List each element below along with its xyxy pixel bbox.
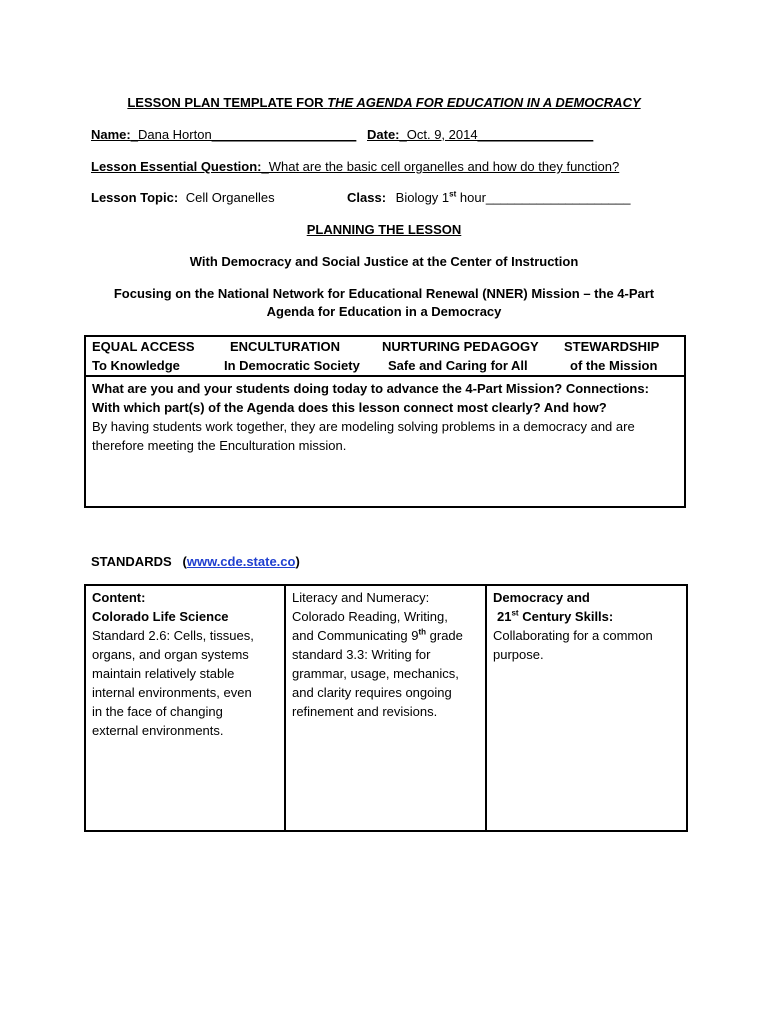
mission-col2-line1: ENCULTURATION <box>230 339 341 354</box>
title-italic: THE AGENDA FOR EDUCATION IN A DEMOCRACY <box>327 95 641 110</box>
democracy-sub-text: 21 <box>497 609 512 624</box>
content-line: organs, and organ systems <box>92 647 249 662</box>
name-value: _Dana Horton____________________ <box>130 127 357 142</box>
mission-table-header <box>86 337 684 377</box>
standards-row <box>91 554 300 569</box>
standards-open-paren: ( <box>182 554 187 569</box>
date-value: _Oct. 9, 2014________________ <box>399 127 594 142</box>
standards-label: STANDARDS <box>91 554 172 569</box>
standards-table <box>84 584 688 832</box>
mission-col-nurturing-pedagogy <box>382 337 539 375</box>
essential-question-row <box>91 159 619 174</box>
content-line: in the face of changing <box>92 704 223 719</box>
nner-heading-line2: Agenda for Education in a Democracy <box>266 304 502 319</box>
mission-col4-line1: STEWARDSHIP <box>564 339 660 354</box>
document-title <box>0 95 768 110</box>
essential-question-label: Lesson Essential Question: <box>91 159 262 174</box>
name-label: Name: <box>91 127 131 142</box>
planning-heading: PLANNING THE LESSON <box>306 222 462 237</box>
mission-col2-line2: In Democratic Society <box>224 358 360 373</box>
mission-table <box>84 335 686 508</box>
class-label: Class: <box>347 190 387 205</box>
content-subheader: Colorado Life Science <box>92 609 229 624</box>
essential-question-value: _What are the basic cell organelles and how do they function? <box>261 159 620 174</box>
mission-answer-line2: therefore meeting the Enculturation mission. <box>92 438 347 453</box>
standards-close-paren: ) <box>295 554 300 569</box>
date-row <box>367 127 593 142</box>
literacy-line: Colorado Reading, Writing, <box>292 609 448 624</box>
literacy-line2-text: and Communicating 9 <box>292 628 419 643</box>
mission-col3-line2: Safe and Caring for All <box>388 358 528 373</box>
name-row <box>91 127 356 142</box>
content-line: Standard 2.6: Cells, tissues, <box>92 628 254 643</box>
standards-democracy-cell <box>486 585 687 831</box>
literacy-line2-sup: th <box>418 627 427 637</box>
class-value <box>396 190 631 205</box>
literacy-line2-post: grade <box>426 628 463 643</box>
mission-col4-line2: of the Mission <box>570 358 658 373</box>
mission-col-enculturation <box>224 337 360 375</box>
class-row <box>347 190 631 205</box>
democracy-header: Democracy and <box>493 590 590 605</box>
content-header: Content: <box>92 590 146 605</box>
class-value-text: Biology 1 <box>395 190 450 205</box>
literacy-line: refinement and revisions. <box>292 704 438 719</box>
literacy-line-grade <box>292 626 479 645</box>
democracy-heading: With Democracy and Social Justice at the Center of Instruction <box>189 254 579 269</box>
title-prefix: LESSON PLAN TEMPLATE FOR <box>127 95 328 110</box>
literacy-line: grammar, usage, mechanics, <box>292 666 459 681</box>
mission-question-line2: With which part(s) of the Agenda does this lesson connect most clearly? And how? <box>92 400 607 415</box>
democracy-line: Collaborating for a common <box>493 628 653 643</box>
content-line: maintain relatively stable <box>92 666 235 681</box>
literacy-line: and clarity requires ongoing <box>292 685 452 700</box>
democracy-subheader <box>493 607 680 626</box>
mission-question-line1: What are you and your students doing today to advance the 4-Part Mission? Connections: <box>92 381 649 396</box>
lesson-topic-label: Lesson Topic: <box>91 190 179 205</box>
mission-col1-line1: EQUAL ACCESS <box>92 339 195 354</box>
democracy-line: purpose. <box>493 647 544 662</box>
mission-col-equal-access <box>92 337 195 375</box>
date-label: Date: <box>367 127 400 142</box>
mission-col3-line1: NURTURING PEDAGOGY <box>382 339 539 354</box>
mission-answer-line1: By having students work together, they are modeling solving problems in a democracy and are <box>92 419 635 434</box>
standards-content-cell <box>85 585 285 831</box>
mission-col-stewardship <box>564 337 659 375</box>
content-line: external environments. <box>92 723 224 738</box>
democracy-sub-sup: st <box>511 608 519 618</box>
nner-heading-line1: Focusing on the National Network for Educational Renewal (NNER) Mission – the 4-Part <box>113 286 655 301</box>
democracy-sub-post: Century Skills: <box>518 609 614 624</box>
mission-col1-line2: To Knowledge <box>92 358 180 373</box>
lesson-topic-value: Cell Organelles <box>185 190 275 205</box>
class-value-sup: st <box>449 189 457 199</box>
literacy-header: Literacy and Numeracy: <box>292 590 430 605</box>
class-value-post: hour____________________ <box>456 190 631 205</box>
literacy-line: standard 3.3: Writing for <box>292 647 431 662</box>
standards-link[interactable]: www.cde.state.co <box>186 554 296 569</box>
standards-literacy-cell <box>285 585 486 831</box>
lesson-topic-row <box>91 190 275 205</box>
mission-table-body <box>86 377 684 455</box>
content-line: internal environments, even <box>92 685 252 700</box>
